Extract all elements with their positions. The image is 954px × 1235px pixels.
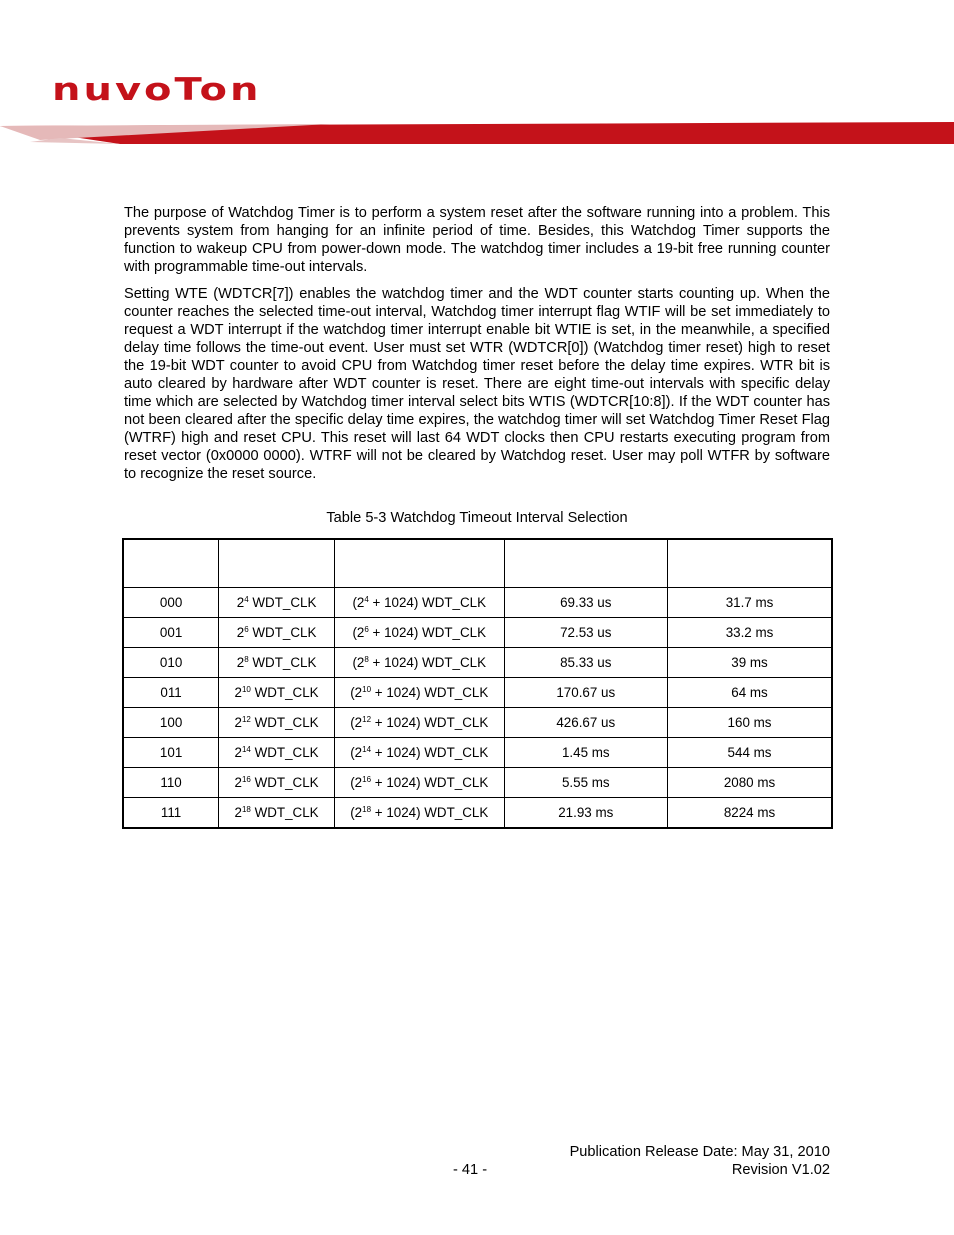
table-row — [123, 588, 832, 618]
value-cell: 170.67 us — [504, 678, 667, 708]
value-cell: 426.67 us — [504, 708, 667, 738]
timeout-cell: $2^{18}$ WDT_CLK — [219, 798, 335, 829]
delay-cell: $(2^4 + 1024)$ WDT_CLK — [334, 588, 504, 618]
value-cell: 160 ms — [668, 708, 832, 738]
timeout-cell: $2^{14}$ WDT_CLK — [219, 738, 335, 768]
page-number: - 41 - — [453, 1162, 488, 1178]
timeout-cell: $2^{10}$ WDT_CLK — [219, 678, 335, 708]
table-row — [123, 738, 832, 768]
value-cell: 21.93 ms — [504, 798, 667, 829]
table-row — [123, 618, 832, 648]
wtis-cell: 110 — [123, 768, 219, 798]
wtis-cell: 010 — [123, 648, 219, 678]
header-swoosh-decoration — [0, 118, 954, 150]
value-cell: 39 ms — [668, 648, 832, 678]
wtis-cell: 000 — [123, 588, 219, 618]
table-row — [123, 648, 832, 678]
header-cell — [668, 539, 832, 588]
header-cell — [504, 539, 667, 588]
value-cell: 31.7 ms — [668, 588, 832, 618]
table-caption: Table 5-3 Watchdog Timeout Interval Selection — [326, 510, 628, 526]
intro-paragraph: The purpose of Watchdog Timer is to perform a system reset after the software running into a problem. This prevents system from hanging for an infinite period of time. Besides, this Watchdog Timer supports the function to wakeup CPU from power-down mode. The watchdog timer includes a 19-bit free running counter with programmable time-out intervals. — [124, 205, 830, 275]
timeout-cell: $2^4$ WDT_CLK — [219, 588, 335, 618]
wtis-cell: 100 — [123, 708, 219, 738]
table-header-row — [123, 539, 832, 588]
value-cell: 544 ms — [668, 738, 832, 768]
page-header — [0, 0, 954, 150]
wtis-cell: 101 — [123, 738, 219, 768]
nuvoton-logo: nuvoTon — [52, 72, 262, 108]
value-cell: 2080 ms — [668, 768, 832, 798]
delay-cell: $(2^6 + 1024)$ WDT_CLK — [334, 618, 504, 648]
table-row — [123, 708, 832, 738]
delay-cell: $(2^{18} + 1024)$ WDT_CLK — [334, 798, 504, 829]
delay-cell: $(2^{16} + 1024)$ WDT_CLK — [334, 768, 504, 798]
wtis-cell: 011 — [123, 678, 219, 708]
timeout-cell: $2^6$ WDT_CLK — [219, 618, 335, 648]
value-cell: 72.53 us — [504, 618, 667, 648]
timeout-cell: $2^{12}$ WDT_CLK — [219, 708, 335, 738]
timeout-cell: $2^8$ WDT_CLK — [219, 648, 335, 678]
table-row — [123, 768, 832, 798]
value-cell: 69.33 us — [504, 588, 667, 618]
wtis-cell: 001 — [123, 618, 219, 648]
value-cell: 85.33 us — [504, 648, 667, 678]
value-cell: 64 ms — [668, 678, 832, 708]
watchdog-timeout-table — [122, 538, 833, 829]
delay-cell: $(2^{10} + 1024)$ WDT_CLK — [334, 678, 504, 708]
header-cell — [219, 539, 335, 588]
wtis-cell: 111 — [123, 798, 219, 829]
header-cell — [123, 539, 219, 588]
delay-cell: $(2^{12} + 1024)$ WDT_CLK — [334, 708, 504, 738]
delay-cell: $(2^8 + 1024)$ WDT_CLK — [334, 648, 504, 678]
timeout-cell: $2^{16}$ WDT_CLK — [219, 768, 335, 798]
publication-date: Publication Release Date: May 31, 2010 — [569, 1144, 830, 1160]
revision-label: Revision V1.02 — [731, 1162, 830, 1178]
value-cell: 33.2 ms — [668, 618, 832, 648]
value-cell: 8224 ms — [668, 798, 832, 829]
value-cell: 5.55 ms — [504, 768, 667, 798]
delay-cell: $(2^{14} + 1024)$ WDT_CLK — [334, 738, 504, 768]
header-cell — [334, 539, 504, 588]
value-cell: 1.45 ms — [504, 738, 667, 768]
table-row — [123, 798, 832, 829]
table-row — [123, 678, 832, 708]
operation-paragraph: Setting WTE (WDTCR[7]) enables the watchdog timer and the WDT counter starts counting up. When the counter reaches the selected time-out interval, Watchdog timer interrupt flag WTIF will be set immediately to request a WDT interrupt if the watchdog timer interrupt enable bit WTIE is set, in the meanwhile, a specified delay time follows the time-out event. User must set WTR (WDTCR[0]) (Watchdog timer reset) high to reset the 19-bit WDT counter to avoid CPU from Watchdog timer reset before the delay time expires. WTR bit is auto cleared by hardware after WDT counter is reset. There are eight time-out intervals with specific delay time which are selected by Watchdog timer interval select bits WTIS (WDTCR[10:8]). If the WDT counter has not been cleared after the specific delay time expires, the watchdog timer will set Watchdog Timer Reset Flag (WTRF) high and reset CPU. This reset will last 64 WDT clocks then CPU restarts executing program from reset vector (0x0000 0000). WTRF will not be cleared by Watchdog reset. User may poll WTFR by software to recognize the reset source. — [124, 286, 830, 482]
